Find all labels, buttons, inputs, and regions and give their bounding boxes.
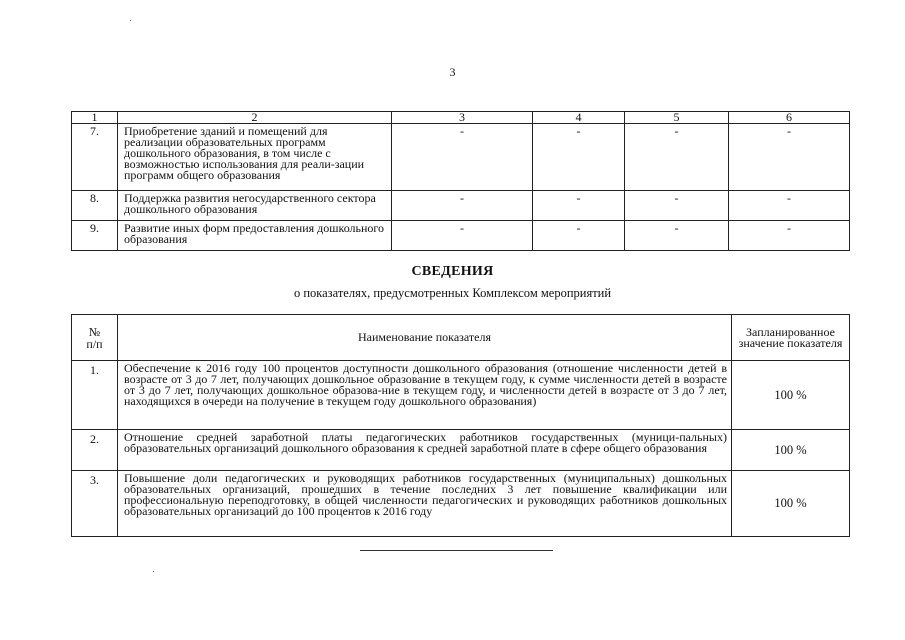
indicator-text: Отношение средней заработной платы педагогических работников государственных (муници-пальных) образовательных организаций дошкольного образования к средней заработной плате в сфере общего образования <box>118 430 732 471</box>
cell-value: - <box>729 191 850 221</box>
cell-value: - <box>392 191 533 221</box>
cell-value: - <box>533 191 625 221</box>
header-planned-value: Запланированное значение показателя <box>732 315 850 361</box>
header-indicator-name: Наименование показателя <box>118 315 732 361</box>
scan-speck <box>130 20 131 21</box>
indicator-text: Повышение доли педагогических и руководящих работников государственных (муниципальных) дошкольных образовательных организаций, прошедших в течение последних 3 лет повышение квалификации или профессиональную переподготовку, в общей численности педагогических и руководящих работников дошкольных образовательных организаций до 100 процентов к 2016 году <box>118 471 732 537</box>
column-number: 4 <box>533 112 625 124</box>
column-number: 3 <box>392 112 533 124</box>
planned-value: 100 % <box>732 361 850 430</box>
row-number: 8. <box>72 191 118 221</box>
header-number-line: № <box>88 324 101 339</box>
column-number: 1 <box>72 112 118 124</box>
column-number-row <box>72 112 850 124</box>
row-number: 7. <box>72 124 118 191</box>
table-row <box>72 430 850 471</box>
column-number: 6 <box>729 112 850 124</box>
cell-value: - <box>392 124 533 191</box>
planned-value: 100 % <box>732 471 850 537</box>
row-number: 3. <box>72 471 118 537</box>
indicator-text: Обеспечение к 2016 году 100 процентов доступности дошкольного образования (отношение численности детей в возрасте от 3 до 7 лет, получающих дошкольное образование в текущем году, к сумме численности детей в возрасте от 3 до 7 лет, получающих дошкольное образова-ние в текущем году, и численности детей в возрасте от 3 до 7 лет, находящихся в очереди на получение в текущем году дошкольного образования) <box>118 361 732 430</box>
indicators-table <box>71 314 850 537</box>
measures-table <box>71 111 850 251</box>
table-row <box>72 191 850 221</box>
measure-text: Поддержка развития негосударственного сектора дошкольного образования <box>118 191 392 221</box>
table-row <box>72 471 850 537</box>
cell-value: - <box>625 191 729 221</box>
row-number: 2. <box>72 430 118 471</box>
row-number: 1. <box>72 361 118 430</box>
table-row <box>72 361 850 430</box>
page-number: 3 <box>449 65 456 79</box>
header-row <box>72 315 850 361</box>
cell-value: - <box>729 221 850 251</box>
measure-text: Развитие иных форм предоставления дошкольного образования <box>118 221 392 251</box>
column-number: 2 <box>118 112 392 124</box>
cell-value: - <box>625 124 729 191</box>
column-number: 5 <box>625 112 729 124</box>
end-separator-line <box>360 550 553 551</box>
cell-value: - <box>392 221 533 251</box>
section-title: СВЕДЕНИЯ <box>411 264 494 279</box>
header-number-line: п/п <box>86 336 103 351</box>
table-row <box>72 221 850 251</box>
row-number: 9. <box>72 221 118 251</box>
planned-value: 100 % <box>732 430 850 471</box>
header-number <box>72 315 118 361</box>
cell-value: - <box>533 221 625 251</box>
table-row <box>72 124 850 191</box>
cell-value: - <box>533 124 625 191</box>
cell-value: - <box>729 124 850 191</box>
measure-text: Приобретение зданий и помещений для реализации образовательных программ дошкольного образования, в том числе с возможностью использования для реали-зации программ общего образования <box>118 124 392 191</box>
section-subtitle: о показателях, предусмотренных Комплексом мероприятий <box>293 286 612 300</box>
scan-speck <box>153 571 154 572</box>
cell-value: - <box>625 221 729 251</box>
